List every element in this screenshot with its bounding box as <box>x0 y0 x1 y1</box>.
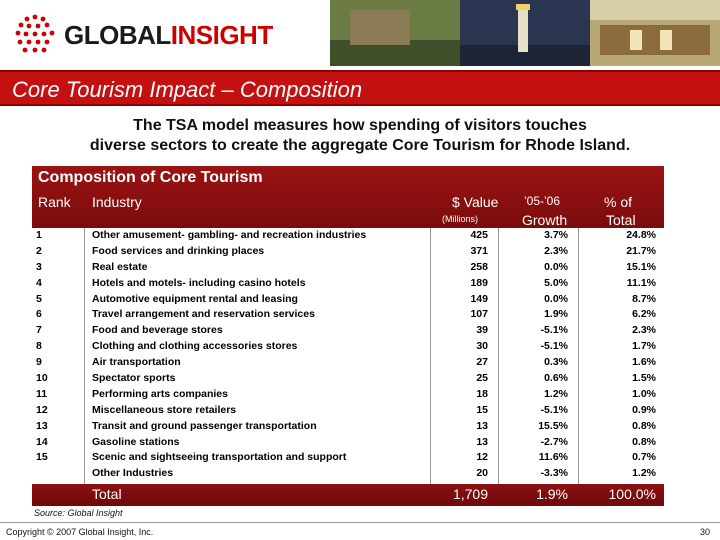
total-label: Total <box>92 486 122 502</box>
rank-cell: 1 <box>36 229 42 241</box>
table-row <box>32 435 664 451</box>
value-cell: 18 <box>476 387 488 400</box>
value-cell: 13 <box>476 435 488 448</box>
pct-cell: 0.8% <box>632 419 656 432</box>
rank-cell: 8 <box>36 340 42 353</box>
growth-cell: 11.6% <box>538 451 568 464</box>
table-row <box>32 260 664 276</box>
rank-cell: 10 <box>36 372 48 385</box>
table-row <box>32 292 664 308</box>
table-body <box>32 228 664 482</box>
rank-cell: 12 <box>36 403 48 416</box>
subtitle-line-2: diverse sectors to create the aggregate Core Tourism for Rhode Island. <box>89 137 631 154</box>
header-value-unit: (Millions) <box>442 214 478 224</box>
pct-cell: 1.5% <box>632 372 656 385</box>
value-cell: 149 <box>470 292 488 305</box>
table-title: Composition of Core Tourism <box>38 169 263 186</box>
rank-cell: 14 <box>36 435 48 448</box>
table-row <box>32 307 664 323</box>
pct-cell: 1.2% <box>632 467 656 480</box>
source-note: Source: Global Insight <box>34 508 123 518</box>
globe-logo-icon <box>12 12 58 58</box>
rank-cell: 3 <box>36 260 42 273</box>
table-row <box>32 371 664 387</box>
header-industry: Industry <box>92 194 142 210</box>
brand-logo-right: INSIGHT <box>170 20 273 50</box>
rank-cell: 5 <box>36 292 42 305</box>
rank-cell: 9 <box>36 356 42 369</box>
header-growth-bottom: Growth <box>522 212 568 228</box>
industry-cell: Clothing and clothing accessories stores <box>92 340 298 353</box>
total-value: 1,709 <box>452 486 488 502</box>
page-number: 30 <box>699 527 710 537</box>
value-cell: 27 <box>476 356 488 369</box>
industry-cell: Transit and ground passenger transportation <box>92 419 317 432</box>
table-row <box>32 276 664 292</box>
growth-cell: 15.5% <box>538 419 568 432</box>
industry-cell: Other Industries <box>92 467 174 480</box>
header-pct-top: % of <box>604 194 633 210</box>
growth-cell: 0.6% <box>544 372 568 385</box>
header-value: $ Value <box>452 194 499 210</box>
total-growth: 1.9% <box>536 486 568 502</box>
growth-cell: 0.0% <box>544 260 568 273</box>
value-cell: 39 <box>476 324 488 337</box>
pct-cell: 2.3% <box>632 324 656 337</box>
pct-cell: 0.9% <box>632 403 656 416</box>
growth-cell: 1.2% <box>544 387 568 400</box>
growth-cell: -5.1% <box>540 340 568 353</box>
value-cell: 15 <box>476 403 488 416</box>
pct-cell: 6.2% <box>632 308 656 321</box>
value-cell: 107 <box>470 308 488 321</box>
table-row <box>32 339 664 355</box>
pct-cell: 1.7% <box>632 340 656 353</box>
table-row <box>32 450 664 466</box>
rank-cell: 6 <box>36 308 42 321</box>
value-cell: 258 <box>470 260 488 273</box>
table-row <box>32 466 664 482</box>
value-cell: 30 <box>476 340 488 353</box>
header-photo-strip <box>330 0 720 66</box>
pct-cell: 8.7% <box>632 292 656 305</box>
header-growth-top: ’05-’06 <box>524 194 561 208</box>
industry-cell: Performing arts companies <box>92 387 228 400</box>
table-row <box>32 355 664 371</box>
value-cell: 371 <box>470 244 488 257</box>
industry-cell: Travel arrangement and reservation services <box>92 308 315 321</box>
value-cell: 189 <box>470 276 488 289</box>
slide-title: Core Tourism Impact – Composition <box>12 77 363 102</box>
value-cell: 25 <box>476 372 488 385</box>
industry-cell: Other amusement- gambling- and recreation industries <box>92 229 367 241</box>
industry-cell: Scenic and sightseeing transportation and support <box>92 451 347 464</box>
table-row <box>32 387 664 403</box>
rank-cell: 11 <box>36 387 48 400</box>
table-row <box>32 244 664 260</box>
pct-cell: 24.8% <box>626 229 656 241</box>
rank-cell: 7 <box>36 324 42 337</box>
growth-cell: 0.3% <box>544 356 568 369</box>
growth-cell: -3.3% <box>540 467 568 480</box>
brand-logo-left: GLOBAL <box>64 20 171 50</box>
growth-cell: 1.9% <box>544 308 568 321</box>
industry-cell: Food and beverage stores <box>92 324 223 337</box>
value-cell: 425 <box>470 229 488 241</box>
slide-title-bar <box>0 70 720 106</box>
growth-cell: 5.0% <box>544 276 568 289</box>
industry-cell: Air transportation <box>92 356 181 369</box>
pct-cell: 15.1% <box>626 260 656 273</box>
footer-divider <box>0 522 720 523</box>
table-row <box>32 323 664 339</box>
industry-cell: Miscellaneous store retailers <box>92 403 237 416</box>
copyright: Copyright © 2007 Global Insight, Inc. <box>6 527 154 537</box>
growth-cell: -2.7% <box>540 435 568 448</box>
growth-cell: -5.1% <box>540 324 568 337</box>
growth-cell: 3.7% <box>544 229 568 241</box>
industry-cell: Food services and drinking places <box>92 244 265 257</box>
growth-cell: 2.3% <box>544 244 568 257</box>
pct-cell: 0.8% <box>632 435 656 448</box>
total-row <box>32 484 664 506</box>
industry-cell: Gasoline stations <box>92 435 180 448</box>
value-cell: 12 <box>476 451 488 464</box>
pct-cell: 11.1% <box>626 276 656 289</box>
industry-cell: Automotive equipment rental and leasing <box>92 292 298 305</box>
growth-cell: 0.0% <box>544 292 568 305</box>
rank-cell: 2 <box>36 244 42 257</box>
pct-cell: 21.7% <box>626 244 656 257</box>
rank-cell: 15 <box>36 451 48 464</box>
rank-cell: 4 <box>36 276 42 289</box>
header-rank: Rank <box>38 194 71 210</box>
industry-cell: Hotels and motels- including casino hotels <box>92 276 306 289</box>
growth-cell: -5.1% <box>540 403 568 416</box>
slide-subtitle <box>0 116 720 156</box>
industry-cell: Real estate <box>92 260 148 273</box>
brand-logo <box>64 20 273 51</box>
table-row <box>32 403 664 419</box>
table-row <box>32 228 664 244</box>
rank-cell: 13 <box>36 419 48 432</box>
table-row <box>32 419 664 435</box>
header <box>0 0 720 68</box>
header-pct-bottom: Total <box>606 212 636 228</box>
subtitle-line-1: The TSA model measures how spending of visitors touches <box>133 117 587 134</box>
value-cell: 20 <box>476 467 488 480</box>
table-header <box>32 166 664 228</box>
total-pct: 100.0% <box>608 486 656 502</box>
pct-cell: 1.6% <box>632 356 656 369</box>
pct-cell: 1.0% <box>632 387 656 400</box>
composition-table <box>32 166 664 506</box>
industry-cell: Spectator sports <box>92 372 176 385</box>
value-cell: 13 <box>476 419 488 432</box>
pct-cell: 0.7% <box>632 451 656 464</box>
